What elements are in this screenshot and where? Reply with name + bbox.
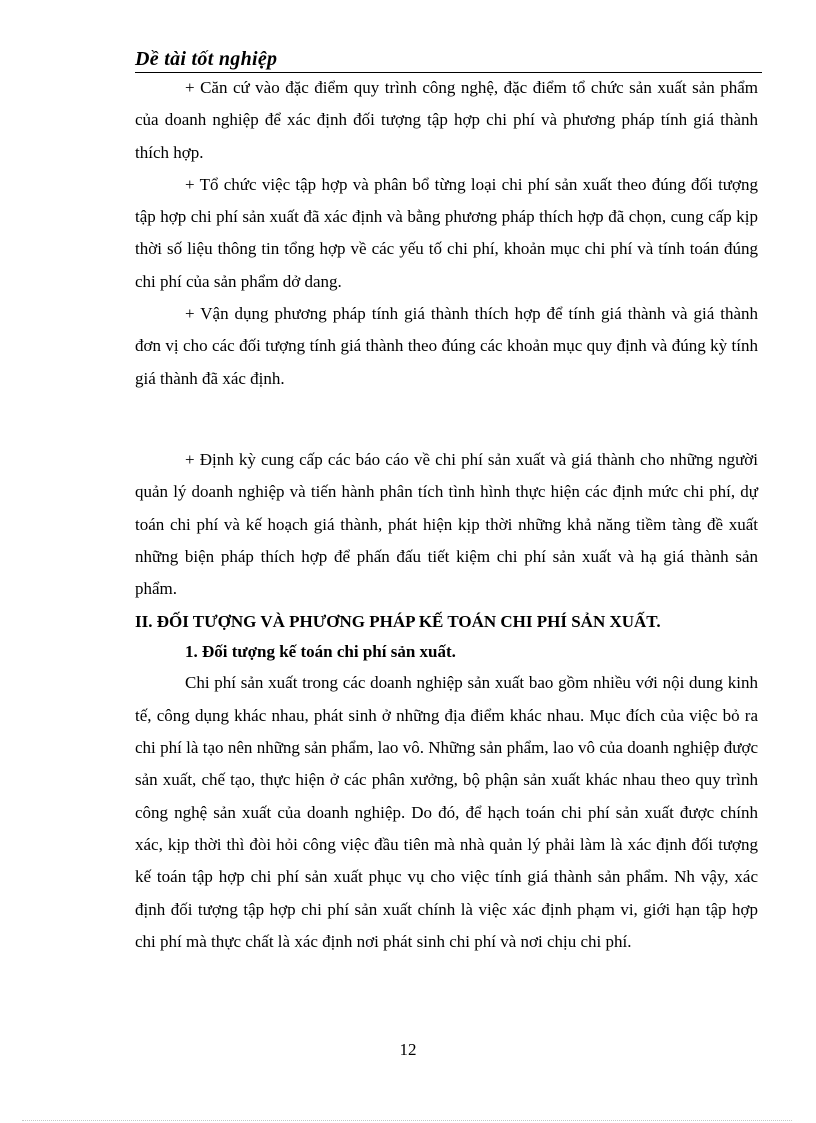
page-number: 12 xyxy=(399,1040,417,1059)
paragraph-report: + Định kỳ cung cấp các báo cáo về chi phí sản xuất và giá thành cho những người quản lý doanh nghiệp và tiến hành phân tích tình hình thực hiện các định mức chi phí, dự toán chi phí và kế hoạch giá thành, phát hiện kịp thời những khả năng tiềm tàng đề xuất những biện pháp thích hợp để phấn đấu tiết kiệm chi phí sản xuất và hạ giá thành sản phẩm. xyxy=(135,449,758,599)
page-header xyxy=(135,46,762,72)
paragraph-basis: + Căn cứ vào đặc điểm quy trình công nghệ, đặc điểm tổ chức sản xuất sản phẩm của doanh nghiệp để xác định đối tượng tập hợp chi phí và phương pháp tính giá thành thích hợp. xyxy=(135,78,758,162)
paragraph-cost-object: Chi phí sản xuất trong các doanh nghiệp sản xuất bao gồm nhiều với nội dung kinh tế, công dụng khác nhau, phát sinh ở những địa điểm khác nhau. Mục đích của việc bỏ ra chi phí là tạo nên những sản phẩm, lao vô. Những sản phẩm, lao vô của doanh nghiệp được sản xuất, chế tạo, thực hiện ở các phân xưởng, bộ phận sản xuất khác nhau theo quy trình công nghệ sản xuất của doanh nghiệp. Do đó, để hạch toán chi phí sản xuất được chính xác, kịp thời thì đòi hỏi công việc đầu tiên mà nhà quản lý phải làm là xác định đối tượng kế toán tập hợp chi phí sản xuất phục vụ cho việc tính giá thành sản phẩm. Nh vậy, xác định đối tượng tập hợp chi phí sản xuất chính là việc xác định phạm vi, giới hạn tập hợp chi phí mà thực chất là xác định nơi phát sinh chi phí và nơi chịu chi phí. xyxy=(135,673,758,951)
section-heading: II. ĐỐI TƯỢNG VÀ PHƯƠNG PHÁP KẾ TOÁN CHI PHÍ SẢN XUẤT. xyxy=(135,612,661,632)
header-title: Dề tài tốt nghiệp xyxy=(135,48,278,70)
paragraph-gap xyxy=(135,395,758,444)
paragraph-apply: + Vận dụng phương pháp tính giá thành thích hợp để tính giá thành và giá thành đơn vị cho các đối tượng tính giá thành theo đúng các khoản mục quy định và đúng kỳ tính giá thành đã xác định. xyxy=(135,304,758,388)
subsection-heading: 1. Đối tượng kế toán chi phí sản xuất. xyxy=(185,642,456,662)
footer-divider xyxy=(22,1120,792,1121)
document-body xyxy=(135,72,758,958)
paragraph-organize: + Tổ chức việc tập hợp và phân bổ từng loại chi phí sản xuất theo đúng đối tượng tập hợp chi phí sản xuất đã xác định và bằng phương pháp thích hợp đã chọn, cung cấp kịp thời số liệu thông tin tổng hợp về các yếu tố chi phí, khoản mục chi phí và tính toán đúng chi phí của sản phẩm dở dang. xyxy=(135,174,758,291)
